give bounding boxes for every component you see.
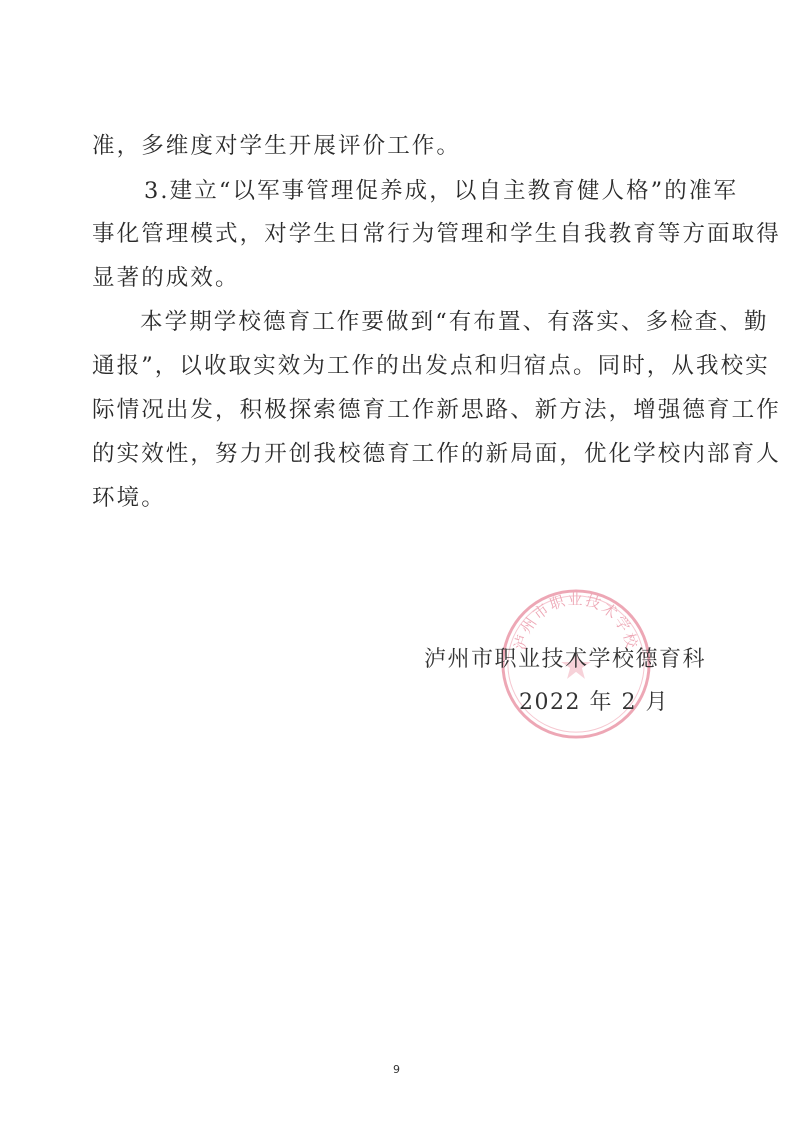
paragraph-line: 准，多维度对学生开展评价工作。 (92, 133, 462, 159)
svg-text:泸州市职业技术学校: 泸州市职业技术学校 (511, 591, 641, 652)
signature-date: 2022 年 2 月 (519, 690, 669, 715)
page-number: 9 (393, 1063, 400, 1076)
paragraph-line: 本学期学校德育工作要做到“有布置、有落实、多检查、勤 (140, 309, 769, 335)
paragraph-line: 的实效性，努力开创我校德育工作的新局面，优化学校内部育人 (92, 441, 781, 467)
signature-organization: 泸州市职业技术学校德育科 (424, 647, 707, 672)
paragraph-line: 事化管理模式，对学生日常行为管理和学生自我教育等方面取得 (92, 221, 781, 247)
paragraph-line: 3.建立“以军事管理促养成，以自主教育健人格”的准军 (144, 178, 739, 204)
paragraph-line: 显著的成效。 (92, 265, 240, 291)
paragraph-line: 环境。 (92, 485, 166, 511)
paragraph-line: 际情况出发，积极探索德育工作新思路、新方法，增强德育工作 (92, 397, 781, 423)
paragraph-line: 通报”，以收取实效为工作的出发点和归宿点。同时，从我校实 (92, 353, 770, 379)
